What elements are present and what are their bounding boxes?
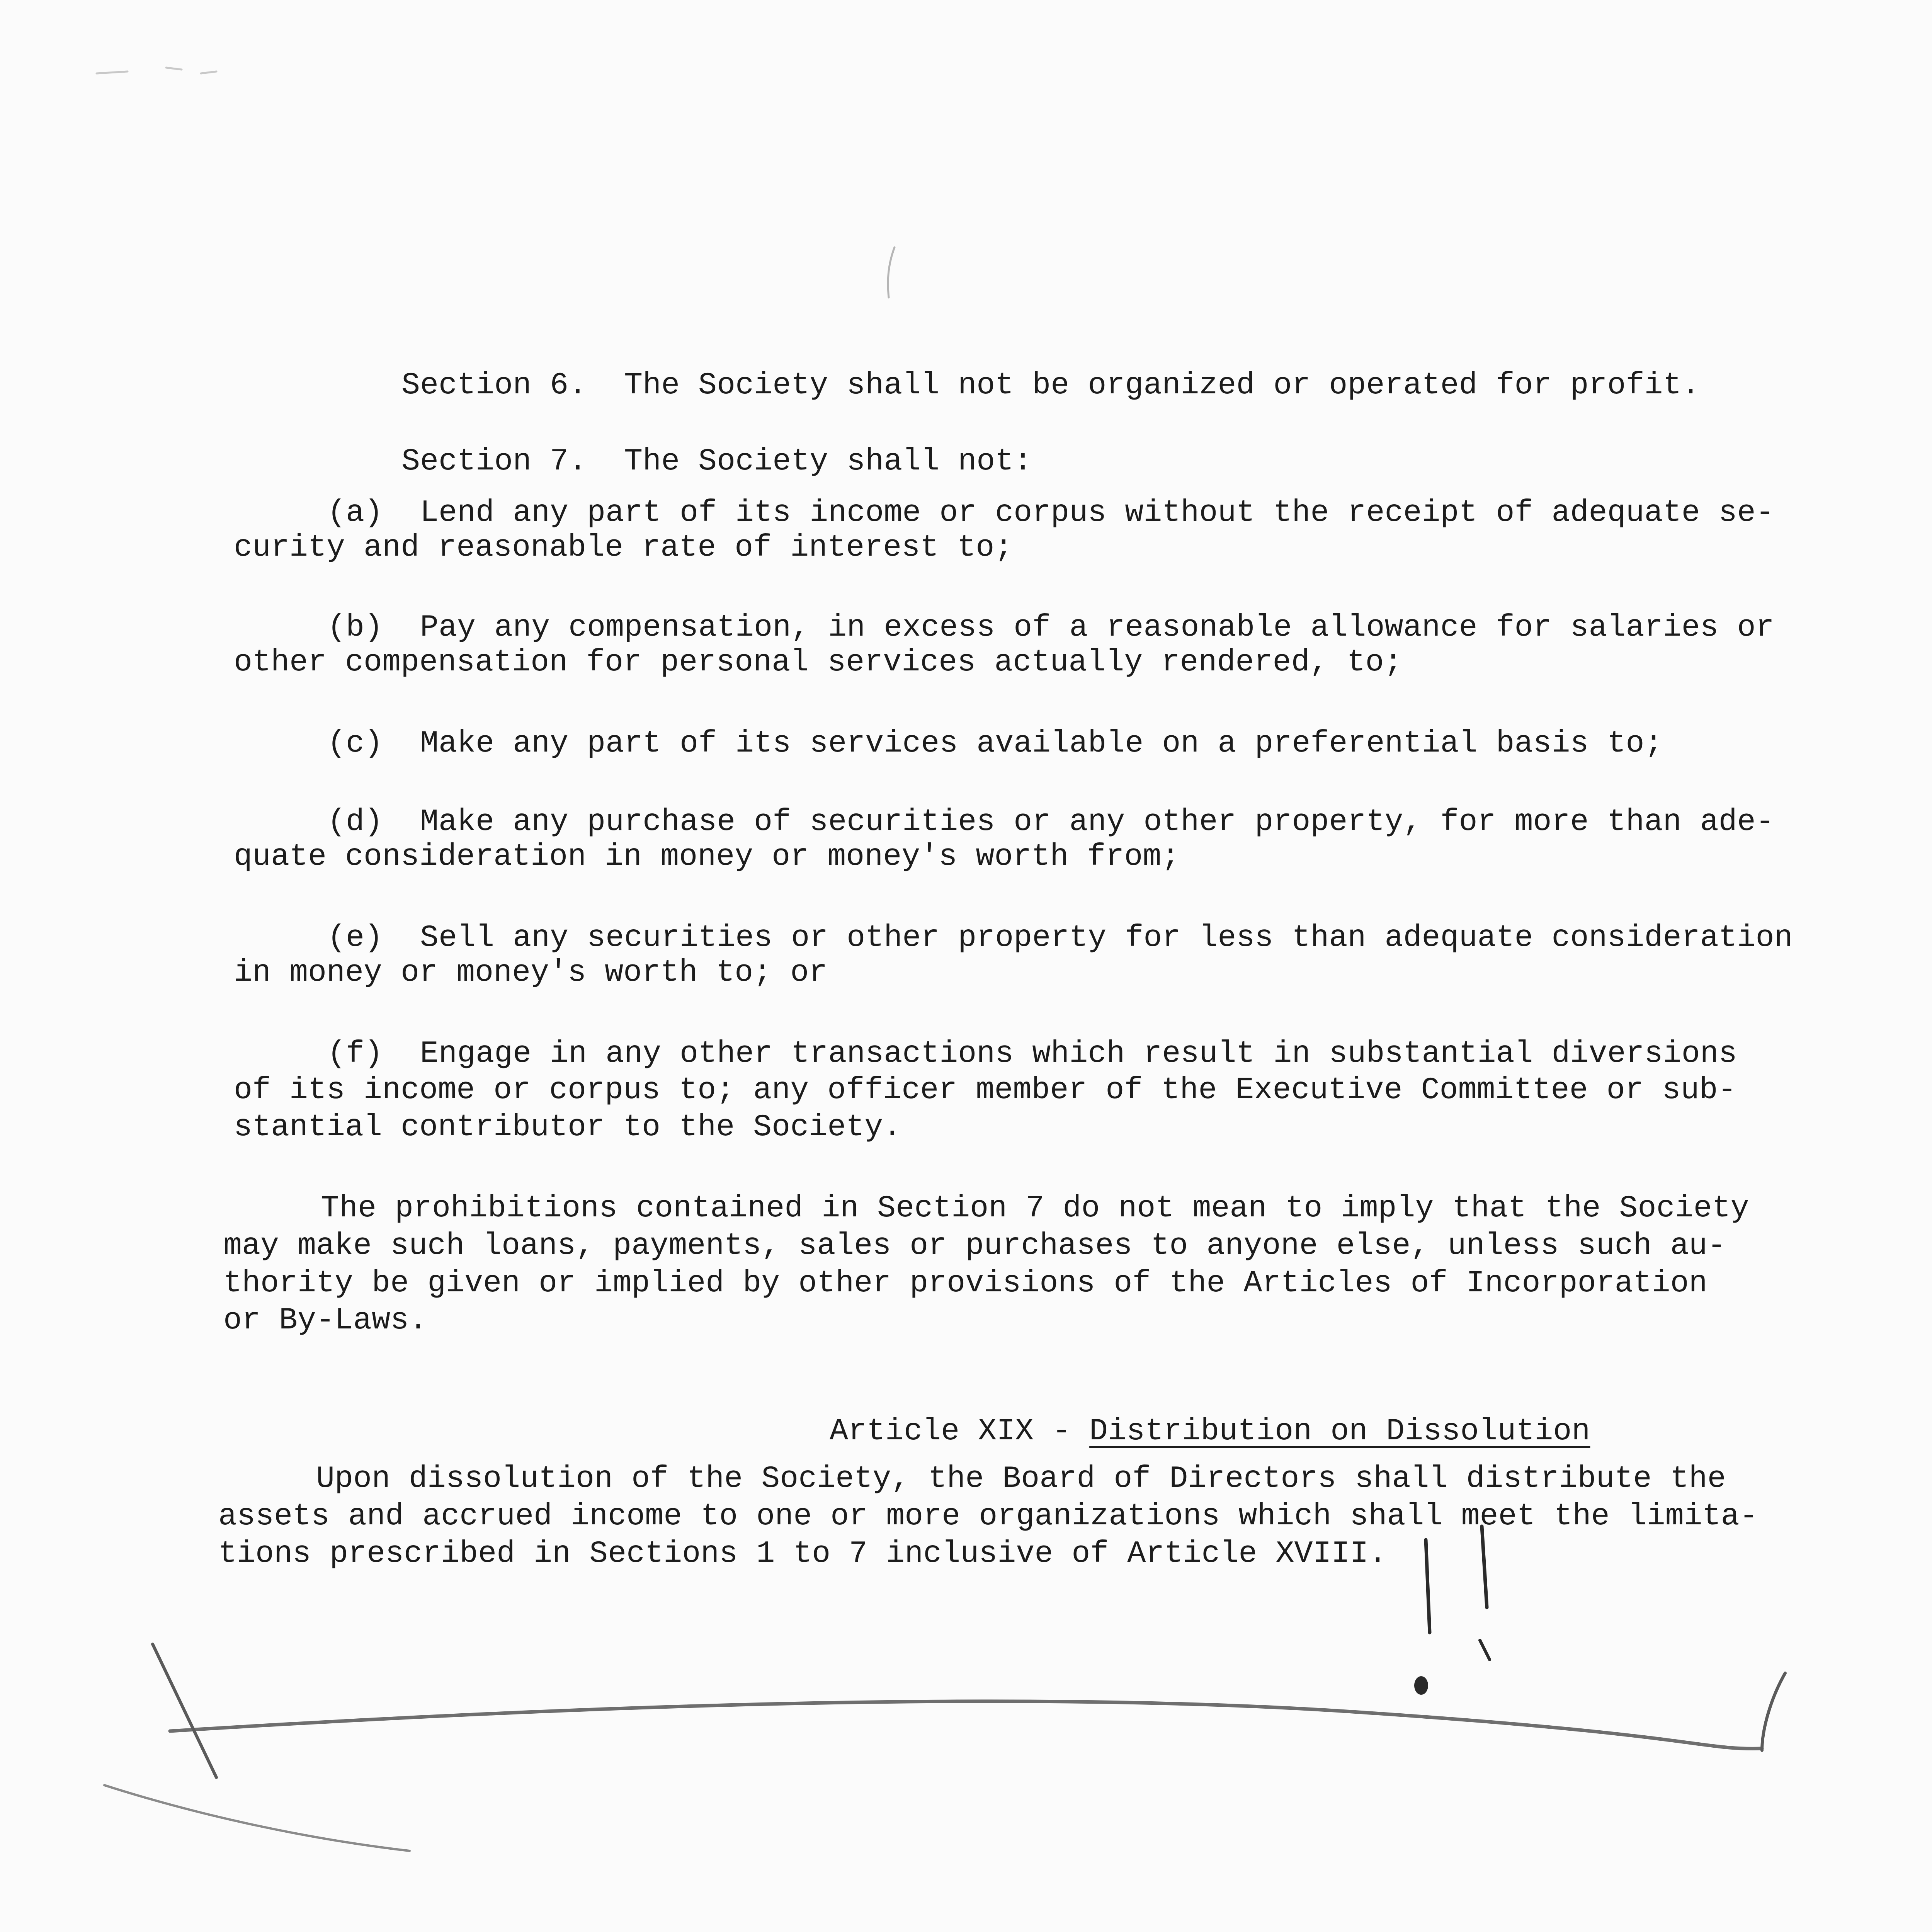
section-7 bbox=[327, 415, 1032, 508]
stray-mark-top bbox=[888, 247, 895, 298]
pencil-left-tick bbox=[153, 1644, 216, 1777]
prohibitions-line-1: The prohibitions contained in Section 7 do not mean to imply that the Society bbox=[321, 1191, 1749, 1226]
item-f-line-1: (f) Engage in any other transactions which result in substantial diversions bbox=[327, 1036, 1737, 1071]
section-6-label: Section 6. bbox=[401, 368, 587, 403]
section-6-text: The Society shall not be organized or operated for profit. bbox=[624, 368, 1700, 403]
paper-specks bbox=[97, 68, 216, 73]
item-f-line-2: of its income or corpus to; any officer member of the Executive Committee or sub- bbox=[234, 1073, 1736, 1108]
prohibitions-line-4: or By-Laws. bbox=[223, 1303, 428, 1338]
item-d-line-1: (d) Make any purchase of securities or any other property, for more than ade- bbox=[327, 804, 1774, 840]
pencil-left-curve bbox=[104, 1785, 410, 1851]
section-7-text: The Society shall not: bbox=[624, 444, 1032, 479]
item-a-line-1: (a) Lend any part of its income or corpus without the receipt of adequate se- bbox=[327, 495, 1774, 531]
pencil-vertical-mark-1 bbox=[1426, 1540, 1430, 1633]
article-19-line-3: tions prescribed in Sections 1 to 7 inclusive of Article XVIII. bbox=[218, 1536, 1387, 1571]
article-19-heading-prefix: Article XIX - bbox=[830, 1414, 1090, 1449]
prohibitions-line-3: thority be given or implied by other provisions of the Articles of Incorporation bbox=[223, 1266, 1708, 1301]
section-7-label: Section 7. bbox=[401, 444, 587, 479]
item-e-line-2: in money or money's worth to; or bbox=[234, 955, 828, 990]
item-b-line-1: (b) Pay any compensation, in excess of a reasonable allowance for salaries or bbox=[327, 610, 1774, 645]
pencil-dot bbox=[1414, 1676, 1428, 1695]
item-e-line-1: (e) Sell any securities or other property for less than adequate consideration bbox=[327, 920, 1793, 956]
pencil-small-dash bbox=[1480, 1640, 1490, 1660]
pencil-horizontal-stroke bbox=[170, 1701, 1762, 1749]
article-19-line-2: assets and accrued income to one or more organizations which shall meet the limita- bbox=[218, 1499, 1758, 1534]
item-a-line-2: curity and reasonable rate of interest to; bbox=[234, 530, 1013, 565]
prohibitions-line-2: may make such loans, payments, sales or purchases to anyone else, unless such au- bbox=[223, 1228, 1726, 1264]
pencil-vertical-mark-2 bbox=[1482, 1526, 1487, 1607]
item-b-line-2: other compensation for personal services actually rendered, to; bbox=[234, 645, 1403, 680]
article-19-line-1: Upon dissolution of the Society, the Board of Directors shall distribute the bbox=[316, 1461, 1726, 1497]
item-c-line-1: (c) Make any part of its services available on a preferential basis to; bbox=[327, 726, 1663, 761]
article-19-heading-title: Distribution on Dissolution bbox=[1089, 1414, 1590, 1449]
item-f-line-3: stantial contributor to the Society. bbox=[234, 1110, 902, 1145]
item-d-line-2: quate consideration in money or money's worth from; bbox=[234, 839, 1180, 874]
pencil-right-hook bbox=[1762, 1673, 1785, 1750]
